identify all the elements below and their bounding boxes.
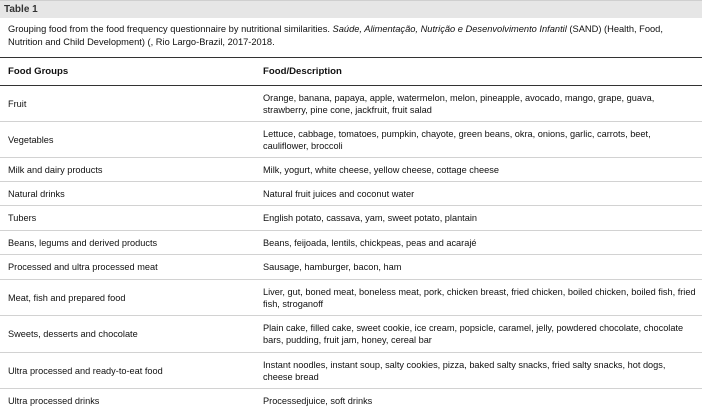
food-description-cell: Instant noodles, instant soup, salty cookies, pizza, baked salty snacks, fried salty snacks, hot dogs, cheese bread (263, 359, 666, 382)
table-row (0, 231, 702, 255)
food-description-cell: Orange, banana, papaya, apple, watermelon, melon, pineapple, avocado, mango, grape, guava, strawberry, pine cone, jackfruit, fruit salad (263, 92, 655, 115)
food-group-cell: Fruit (8, 98, 27, 109)
table-row (0, 353, 702, 389)
table-row (0, 255, 702, 280)
food-group-cell: Ultra processed drinks (8, 396, 100, 406)
food-description-cell: Lettuce, cabbage, tomatoes, pumpkin, chayote, green beans, okra, onions, garlic, carrots, beet, cauliflower, broccoli (263, 128, 651, 151)
header-food-description: Food/Description (263, 66, 342, 77)
caption-tail-text: (SAND) (Health, Food, Nutrition and Child Development) (, Rio Largo-Brazil, 2017-2018. (8, 24, 663, 47)
table-row (0, 122, 702, 158)
table-row (0, 158, 702, 182)
food-description-cell: Liver, gut, boned meat, boneless meat, pork, chicken breast, fried chicken, boiled chicken, boiled fish, fried fish, stroganoff (263, 286, 696, 309)
table-row (0, 389, 702, 413)
food-description-cell: Milk, yogurt, white cheese, yellow cheese, cottage cheese (263, 164, 499, 175)
table-caption (0, 18, 702, 57)
food-description-cell: Plain cake, filled cake, sweet cookie, ice cream, popsicle, caramel, jelly, powdered chocolate, chocolate bars, pudding, fruit jam, honey, cereal bar (263, 323, 684, 345)
food-group-cell: Natural drinks (8, 188, 65, 199)
table-row (0, 86, 702, 122)
table-row (0, 206, 702, 231)
food-group-cell: Meat, fish and prepared food (8, 292, 126, 303)
caption-italic-text: Saúde, Alimentação, Nutrição e Desenvolvimento Infantil (332, 24, 567, 34)
food-description-cell: Natural fruit juices and coconut water (263, 188, 415, 199)
food-group-cell: Milk and dairy products (8, 164, 103, 175)
food-group-cell: Processed and ultra processed meat (8, 262, 158, 272)
table-row (0, 316, 702, 353)
food-description-cell: Sausage, hamburger, bacon, ham (263, 262, 402, 272)
food-description-cell: Beans, feijoada, lentils, chickpeas, peas and acarajé (263, 237, 477, 248)
food-description-cell: Processedjuice, soft drinks (263, 396, 373, 406)
table-row (0, 280, 702, 316)
table-label: Table 1 (0, 0, 702, 18)
table-body (0, 86, 702, 413)
food-group-cell: Ultra processed and ready-to-eat food (8, 365, 163, 376)
caption-text: Grouping food from the food frequency questionnaire by nutritional similarities. (8, 24, 333, 34)
table-row (0, 182, 702, 206)
header-food-groups: Food Groups (8, 66, 69, 77)
food-group-cell: Tubers (8, 213, 37, 223)
food-group-cell: Beans, legums and derived products (8, 237, 158, 248)
food-description-cell: English potato, cassava, yam, sweet potato, plantain (263, 213, 477, 223)
table-header-row (0, 57, 702, 86)
food-group-cell: Sweets, desserts and chocolate (8, 329, 138, 339)
food-group-cell: Vegetables (8, 134, 54, 145)
